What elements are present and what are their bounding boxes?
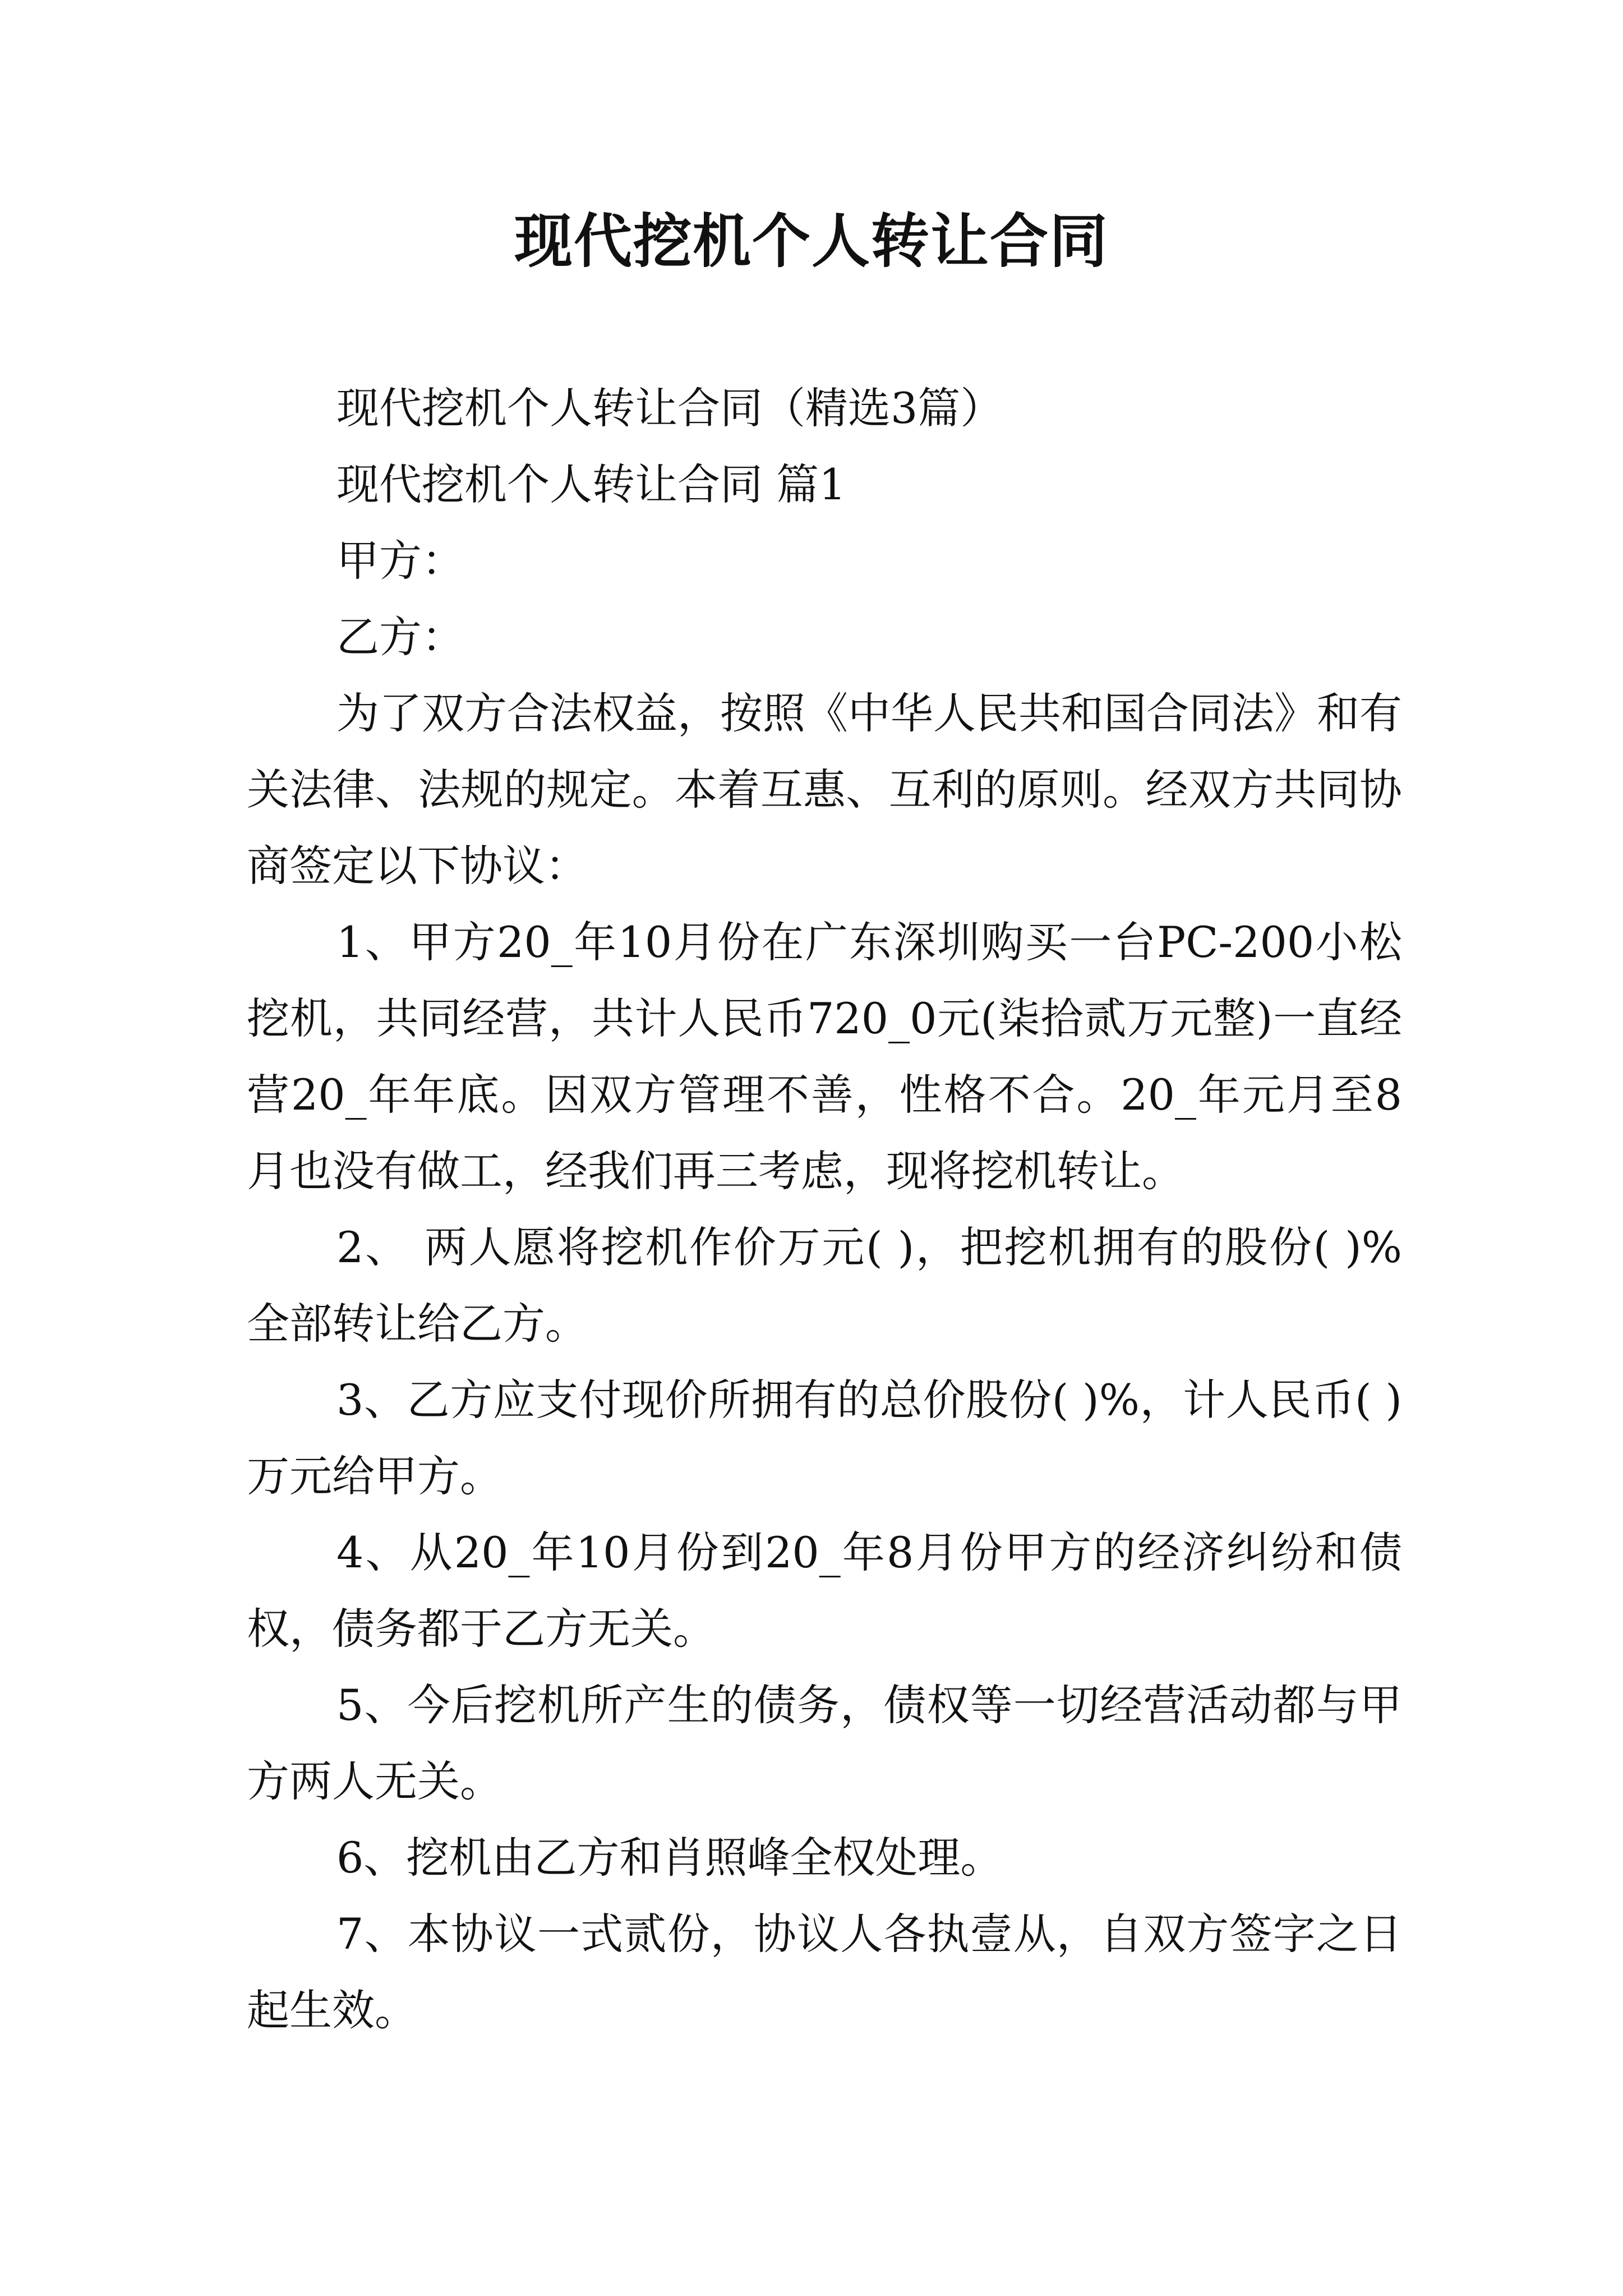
section-heading: 现代挖机个人转让合同 篇1 [336,459,846,509]
party-a-line: 甲方： [336,536,464,586]
clause-1: 1、甲方20_年10月份在广东深圳购买一台PC-200小松挖机，共同经营，共计人民币720_0元(柒拾贰万元整)一直经营20_年年底。因双方管理不善，性格不合。20_年元月至8月也没有做工，经我们再三考虑，现将挖机转让。 [247,917,1402,1196]
clause-7: 7、本协议一式贰份，协议人各执壹从，自双方签字之日起生效。 [247,1909,1402,2035]
clause-2: 2、 两人愿将挖机作价万元( )，把挖机拥有的股份( )%全部转让给乙方。 [247,1222,1402,1349]
document-body [247,370,1402,2049]
clause-5: 5、今后挖机所产生的债务，债权等一切经营活动都与甲方两人无关。 [247,1680,1402,1806]
preamble-paragraph: 为了双方合法权益，按照《中华人民共和国合同法》和有关法律、法规的规定。本着互惠、互利的原则。经双方共同协商签定以下协议： [247,688,1402,891]
subtitle-paragraph: 现代挖机个人转让合同（精选3篇） [336,383,1003,433]
clause-4: 4、从20_年10月份到20_年8月份甲方的经济纠纷和债权，债务都于乙方无关。 [247,1527,1402,1654]
clause-6: 6、挖机由乙方和肖照峰全权处理。 [336,1833,1003,1883]
party-b-line: 乙方： [336,612,464,662]
document-title: 现代挖机个人转让合同 [514,206,1109,275]
clause-3: 3、乙方应支付现价所拥有的总价股份( )%，计人民币( )万元给甲方。 [247,1375,1402,1501]
